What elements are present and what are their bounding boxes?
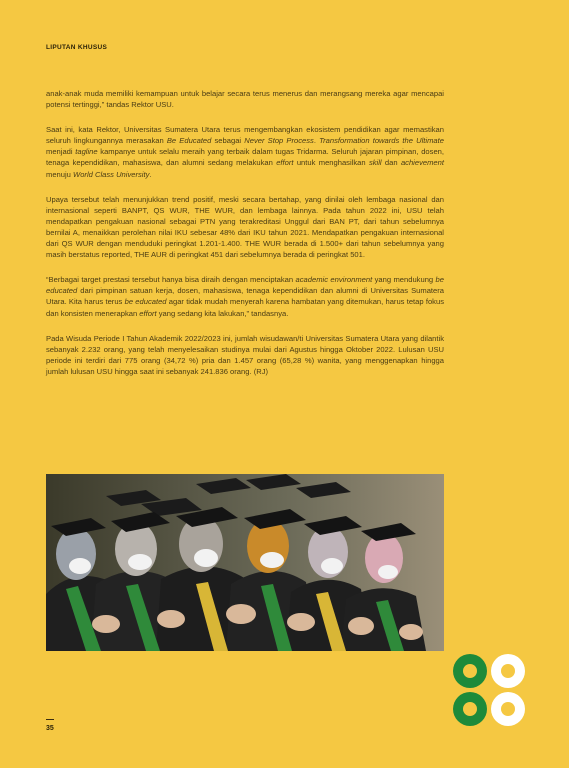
page-number-dash — [46, 719, 54, 720]
decorative-circles-icon — [452, 653, 526, 727]
paragraph-4: “Berbagai target prestasi tersebut hanya bisa diraih dengan menciptakan academic environment yang mendukung be educated dari pimpinan satuan kerja, dosen, mahasiswa, tenaga kependidikan dan alumni di Universitas Sumatera Utara. Kita harus terus be educated agar tidak mudah menyerah karena hambatan yang ditemukan, harus tetap fokus dan konsisten menerapkan effort yang sedang kita lakukan,” tandasnya. — [46, 275, 444, 318]
paragraph-5: Pada Wisuda Periode I Tahun Akademik 2022/2023 ini, jumlah wisudawan/ti Universitas Sumatera Utara yang dilantik sebanyak 2.232 orang, yang telah menyelesaikan studinya mulai dari Agustus hingga Oktober 2022. Lulusan USU periode ini terdiri dari 775 orang (34,72 %) pria dan 1.457 orang (65,28 %) wanita, yang menggenapkan hingga jumlah lulusan USU hingga saat ini sebanyak 241.836 orang. (RJ) — [46, 333, 444, 376]
article-body — [46, 88, 444, 391]
graduation-photo-illustration — [46, 474, 444, 651]
section-label: LIPUTAN KHUSUS — [46, 44, 108, 51]
page-number: 35 — [46, 725, 54, 732]
paragraph-3: Upaya tersebut telah menunjukkan trend positif, meski secara bertahap, yang dinilai oleh lembaga nasional dan internasional seperti BANPT, QS WUR, THE WUR, dan lembaga lainnya. Pada tahun 2022 ini, USU telah mendapatkan pengakuan nasional sebagai PTN yang terakreditasi Unggul dari BAN PT, dari tahun sebelumnya bernilai A, menaikkan perolehan nilai IKU sebesar 48% dari IKU tahun 2021. Mendapatkan pengakuan internasional dari QS WUR dengan menduduki peringkat 1.201-1.400. THE WUR berada di 1.500+ dari tahun sebelumnya yang masih berstatus reported, THE AUR di peringkat 451 dari sebelumnya berada di peringkat 501. — [46, 194, 444, 260]
paragraph-1: anak-anak muda memiliki kemampuan untuk belajar secara terus menerus dan merangsang mereka agar mencapai potensi tertinggi,” tandas Rektor USU. — [46, 89, 444, 110]
paragraph-2: Saat ini, kata Rektor, Universitas Sumatera Utara terus mengembangkan ekosistem pendidikan agar memastikan seluruh lingkungannya merasakan Be Educated sebagai Never Stop Process. Transformation towards the Ultimate menjadi tagline kampanye untuk selalu meraih yang terbaik dalam tugas Tridarma. Seluruh jajaran pimpinan, dosen, tenaga kependidikan, mahasiswa, dan alumni sedang melakukan effort untuk menghasilkan skill dan achievement menuju World Class University. — [46, 125, 444, 179]
graduation-photo — [46, 474, 444, 651]
